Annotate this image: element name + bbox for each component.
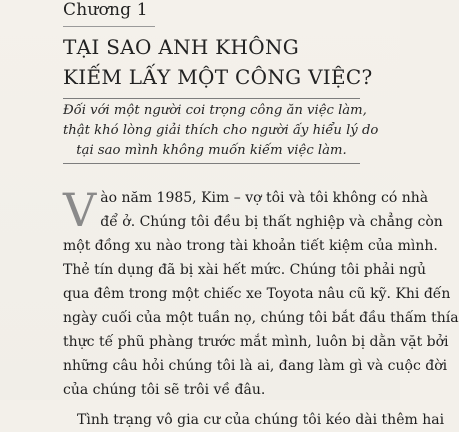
chapter-label-underline [63, 26, 155, 27]
paragraph-1-line-4: Thẻ tín dụng đã bị xài hết mức. Chúng tôi phải ngủ [63, 262, 427, 278]
epigraph-line-3: tại sao mình không muốn kiếm việc làm. [76, 143, 347, 158]
paragraph-1-line-9: của chúng tôi sẽ trôi về đâu. [63, 382, 266, 398]
paragraph-1-line-2: để ở. Chúng tôi đều bị thất nghiệp và chẳng còn [100, 214, 443, 230]
epigraph [63, 101, 379, 161]
chapter-title-line-1: TẠI SAO ANH KHÔNG [63, 35, 300, 59]
paragraph-1-line-7: thực tế phũ phàng trước mắt mình, luôn bị dằn vặt bởi [63, 334, 449, 350]
chapter-title [63, 32, 393, 92]
paragraph-1 [63, 183, 459, 402]
epigraph-top-rule [63, 98, 360, 99]
paragraph-1-line-8: những câu hỏi chúng tôi là ai, đang làm gì và cuộc đời [63, 358, 448, 374]
chapter-label: Chương 1 [63, 0, 148, 20]
paragraph-2-line-1: Tình trạng vô gia cư của chúng tôi kéo dài thêm hai [77, 412, 445, 428]
paragraph-1-line-1: ào năm 1985, Kim – vợ tôi và tôi không có nhà [100, 190, 429, 206]
chapter-title-line-2: KIẾM LẤY MỘT CÔNG VIỆC? [63, 65, 373, 89]
body-text [63, 183, 459, 432]
paragraph-1-line-6: ngày cuối của một tuần nọ, chúng tôi bắt đầu thấm thía [63, 310, 459, 326]
paragraph-1-line-3: một đồng xu nào trong tài khoản tiết kiệm của mình. [63, 238, 438, 254]
paragraph-2 [63, 408, 443, 432]
epigraph-bottom-rule [63, 163, 360, 164]
epigraph-line-2: thật khó lòng giải thích cho người ấy hiểu lý do [63, 123, 379, 138]
drop-cap: V [63, 183, 97, 237]
epigraph-line-1: Đối với một người coi trọng công ăn việc làm, [63, 103, 367, 118]
paragraph-1-line-5: qua đêm trong một chiếc xe Toyota nâu cũ kỹ. Khi đến [63, 286, 451, 302]
